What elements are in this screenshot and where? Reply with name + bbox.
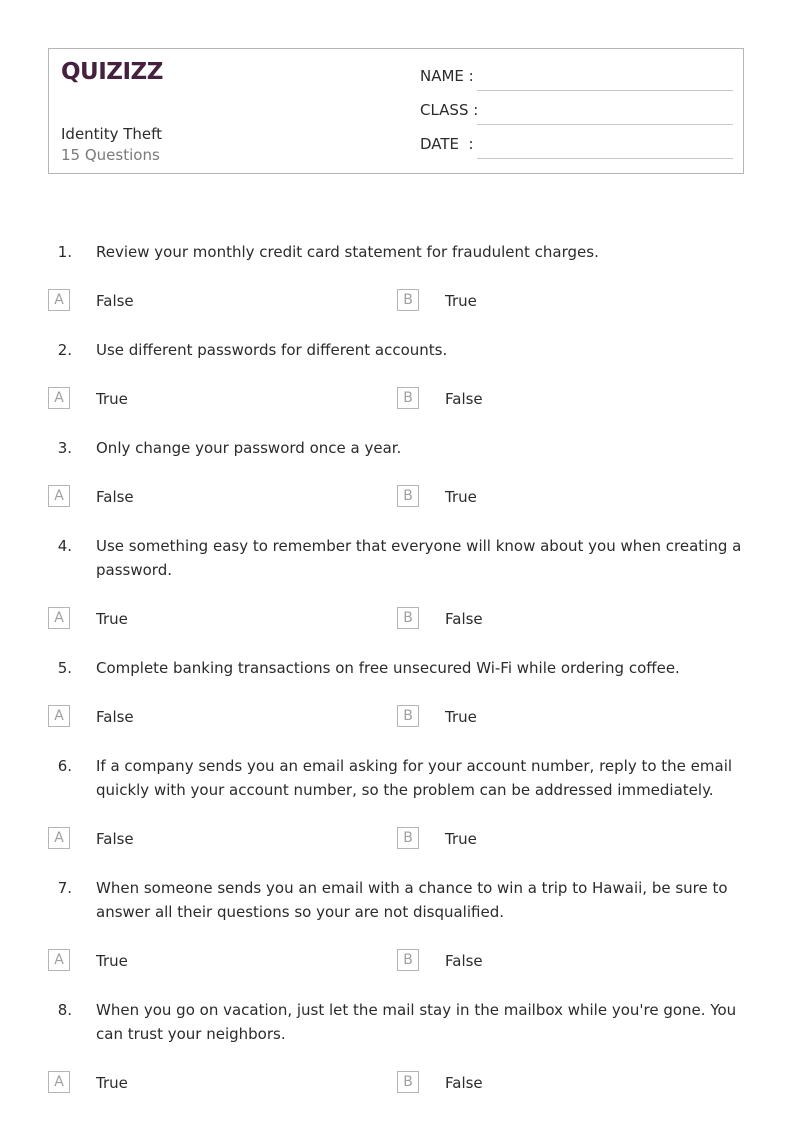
question-number: 7. bbox=[57, 879, 72, 897]
question-text: Use different passwords for different accounts. bbox=[96, 341, 448, 359]
option-letter-box[interactable]: A bbox=[48, 827, 70, 849]
question-text: Only change your password once a year. bbox=[96, 439, 402, 457]
option-text: True bbox=[96, 610, 128, 628]
option-letter-box[interactable]: B bbox=[397, 289, 419, 311]
option-text: False bbox=[445, 610, 483, 628]
date-label: DATE : bbox=[420, 135, 474, 153]
option-text: True bbox=[96, 390, 128, 408]
question-number: 3. bbox=[57, 439, 72, 457]
question-text: Review your monthly credit card statement for fraudulent charges. bbox=[96, 243, 599, 261]
question-number: 8. bbox=[57, 1001, 72, 1019]
option-letter-box[interactable]: B bbox=[397, 949, 419, 971]
option-letter-box[interactable]: A bbox=[48, 485, 70, 507]
option-text: True bbox=[445, 488, 477, 506]
worksheet-header bbox=[48, 48, 744, 174]
question-number: 1. bbox=[57, 243, 72, 261]
option-letter-box[interactable]: B bbox=[397, 485, 419, 507]
question-count: 15 Questions bbox=[61, 146, 160, 164]
option-letter-box[interactable]: A bbox=[48, 289, 70, 311]
question-number: 4. bbox=[57, 537, 72, 555]
question-text: When someone sends you an email with a chance to win a trip to Hawaii, be sure to answer all their questions so your are not disqualified. bbox=[96, 879, 728, 921]
name-field[interactable] bbox=[420, 67, 733, 91]
option-text: False bbox=[445, 390, 483, 408]
option-text: True bbox=[445, 708, 477, 726]
name-label: NAME : bbox=[420, 67, 474, 85]
date-line[interactable] bbox=[477, 158, 733, 159]
option-text: False bbox=[96, 488, 134, 506]
question-text: Use something easy to remember that everyone will know about you when creating a password. bbox=[96, 537, 742, 579]
date-field[interactable] bbox=[420, 135, 733, 159]
option-text: False bbox=[445, 1074, 483, 1092]
option-letter-box[interactable]: B bbox=[397, 607, 419, 629]
class-field[interactable] bbox=[420, 101, 733, 125]
question-number: 5. bbox=[57, 659, 72, 677]
class-label: CLASS : bbox=[420, 101, 479, 119]
question-text: When you go on vacation, just let the mail stay in the mailbox while you're gone. You can trust your neighbors. bbox=[96, 1001, 737, 1043]
option-letter-box[interactable]: A bbox=[48, 387, 70, 409]
option-text: True bbox=[96, 1074, 128, 1092]
quizizz-logo: QUIZIZZ bbox=[61, 59, 163, 85]
option-text: True bbox=[445, 292, 477, 310]
option-letter-box[interactable]: A bbox=[48, 1071, 70, 1093]
option-text: False bbox=[96, 830, 134, 848]
option-letter-box[interactable]: B bbox=[397, 705, 419, 727]
option-letter-box[interactable]: A bbox=[48, 949, 70, 971]
worksheet-title: Identity Theft bbox=[61, 125, 163, 143]
question-text: Complete banking transactions on free unsecured Wi-Fi while ordering coffee. bbox=[96, 659, 680, 677]
option-letter-box[interactable]: B bbox=[397, 827, 419, 849]
option-text: True bbox=[96, 952, 128, 970]
option-letter-box[interactable]: B bbox=[397, 1071, 419, 1093]
question-number: 2. bbox=[57, 341, 72, 359]
option-text: False bbox=[445, 952, 483, 970]
question-text: If a company sends you an email asking for your account number, reply to the email quickly with your account number, so the problem can be addressed immediately. bbox=[96, 757, 733, 799]
name-line[interactable] bbox=[477, 90, 733, 91]
question-number: 6. bbox=[57, 757, 72, 775]
option-text: False bbox=[96, 708, 134, 726]
option-letter-box[interactable]: A bbox=[48, 607, 70, 629]
option-text: True bbox=[445, 830, 477, 848]
class-line[interactable] bbox=[477, 124, 733, 125]
option-letter-box[interactable]: A bbox=[48, 705, 70, 727]
option-text: False bbox=[96, 292, 134, 310]
option-letter-box[interactable]: B bbox=[397, 387, 419, 409]
